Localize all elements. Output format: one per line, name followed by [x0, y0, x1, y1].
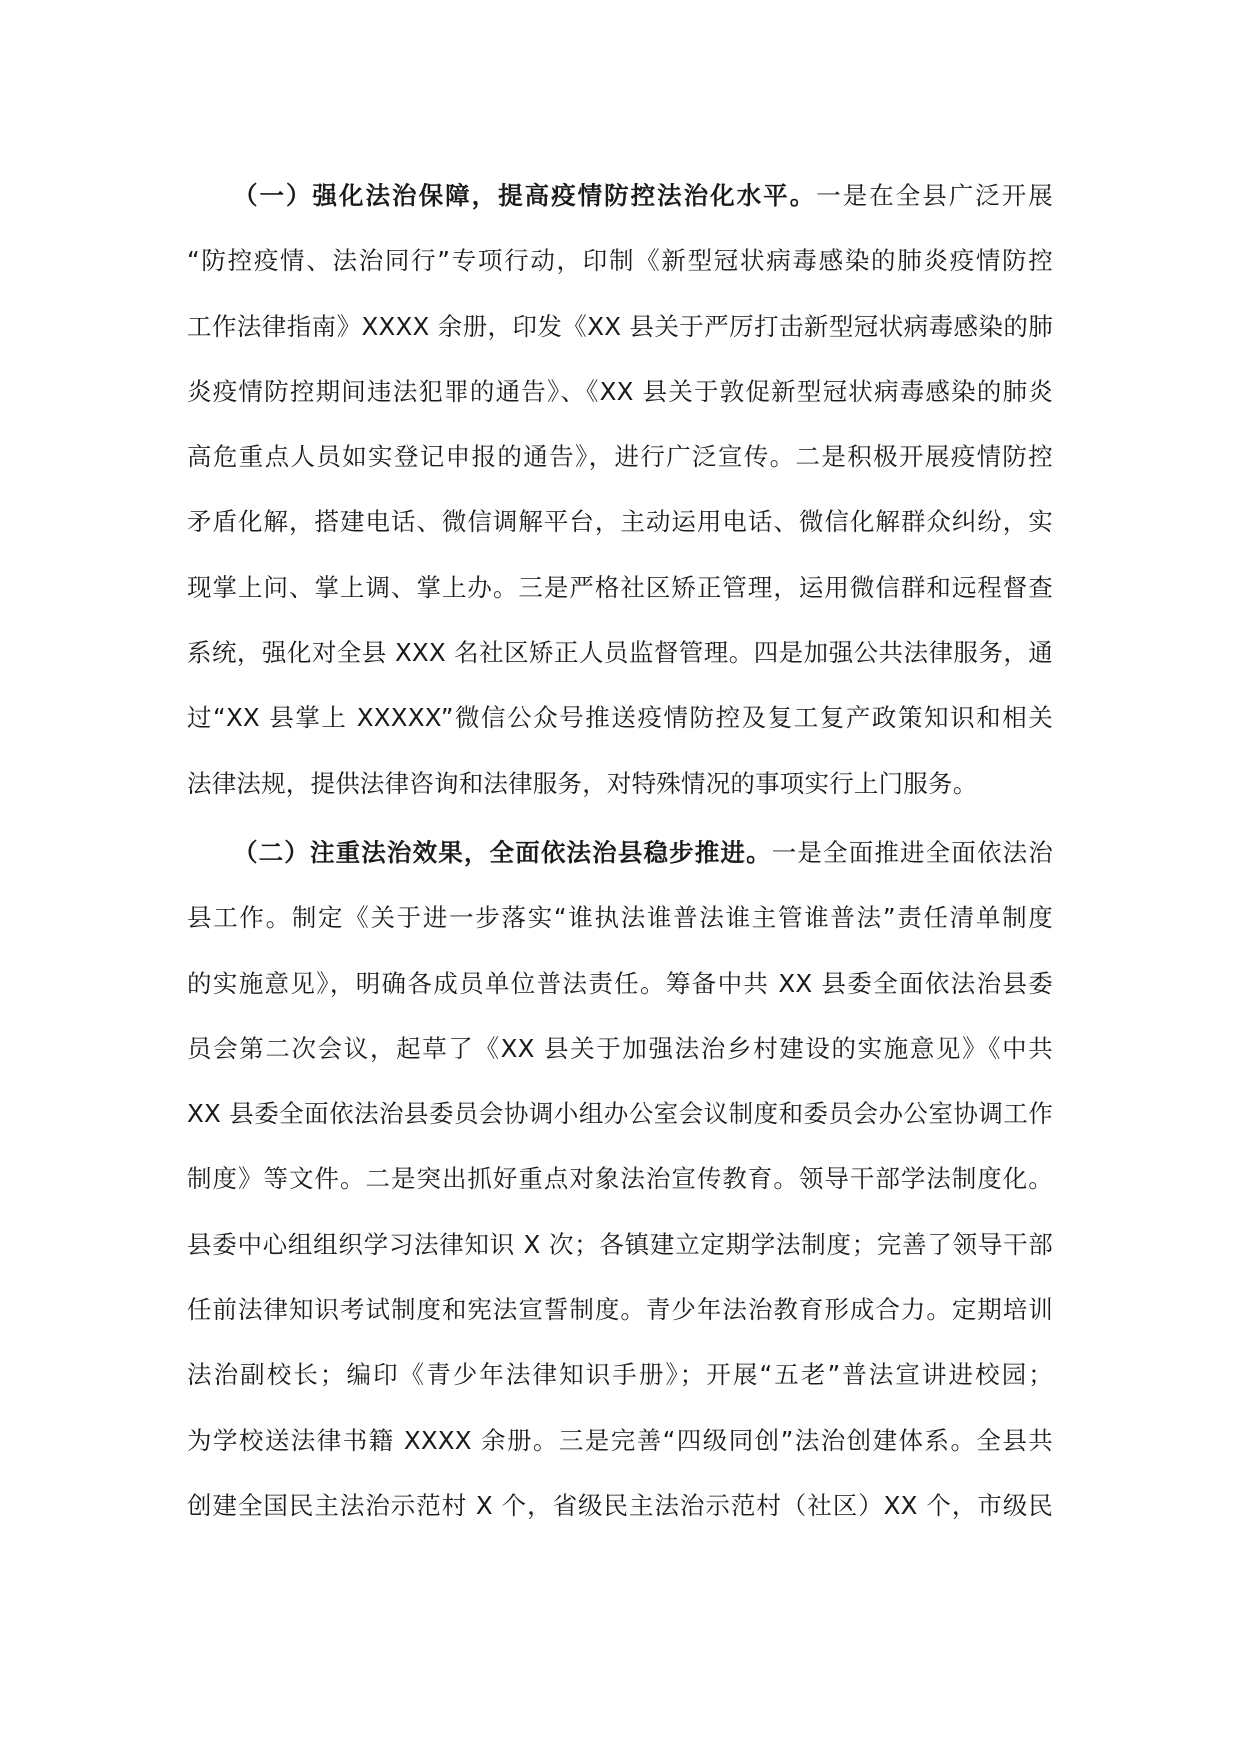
- section-1: [187, 163, 1053, 816]
- document-body: [187, 163, 1053, 1538]
- paragraph-text: 一是在全县广泛开展: [816, 181, 1053, 210]
- paragraph-line: 的实施意见》，明确各成员单位普法责任。筹备中共 XX 县委全面依法治县委: [187, 968, 1053, 998]
- paragraph-line: 任前法律知识考试制度和宪法宣誓制度。青少年法治教育形成合力。定期培训: [187, 1295, 1053, 1325]
- paragraph-line: 员会第二次会议，起草了《XX 县关于加强法治乡村建设的实施意见》《中共: [187, 1033, 1053, 1063]
- paragraph-line: 县工作。制定《关于进一步落实“谁执法谁普法谁主管谁普法”责任清单制度: [187, 903, 1053, 933]
- paragraph-line: 为学校送法律书籍 XXXX 余册。三是完善“四级同创”法治创建体系。全县共: [187, 1425, 1053, 1455]
- paragraph-line: 法治副校长；编印《青少年法律知识手册》；开展“五老”普法宣讲进校园；: [187, 1360, 1053, 1390]
- paragraph-line: [187, 163, 1053, 228]
- paragraph-line: [187, 820, 1053, 885]
- paragraph-line: 创建全国民主法治示范村 X 个，省级民主法治示范村（社区）XX 个，市级民: [187, 1490, 1053, 1520]
- section-heading: （一）强化法治保障，提高疫情防控法治化水平。: [233, 181, 817, 210]
- paragraph-line: 制度》等文件。二是突出抓好重点对象法治宣传教育。领导干部学法制度化。: [187, 1164, 1053, 1194]
- paragraph-line: 矛盾化解，搭建电话、微信调解平台，主动运用电话、微信化解群众纠纷，实: [187, 507, 1053, 537]
- paragraph-line: 现掌上问、掌上调、掌上办。三是严格社区矫正管理，运用微信群和远程督查: [187, 572, 1053, 602]
- paragraph-line: “防控疫情、法治同行”专项行动，印制《新型冠状病毒感染的肺炎疫情防控: [187, 246, 1053, 276]
- paragraph-line: 高危重点人员如实登记申报的通告》，进行广泛宣传。二是积极开展疫情防控: [187, 442, 1053, 472]
- paragraph-line: XX 县委全面依法治县委员会协调小组办公室会议制度和委员会办公室协调工作: [187, 1099, 1053, 1129]
- paragraph-text: 一是全面推进全面依法治: [771, 837, 1053, 867]
- section-2: [187, 820, 1053, 1538]
- paragraph-line: 过“XX 县掌上 XXXXX”微信公众号推送疫情防控及复工复产政策知识和相关: [187, 703, 1053, 733]
- section-heading: （二）注重法治效果，全面依法治县稳步推进。: [233, 837, 772, 867]
- paragraph-line: 炎疫情防控期间违法犯罪的通告》、《XX 县关于敦促新型冠状病毒感染的肺炎: [187, 376, 1053, 406]
- paragraph-line: 系统，强化对全县 XXX 名社区矫正人员监督管理。四是加强公共法律服务，通: [187, 638, 1053, 668]
- paragraph-line: 县委中心组组织学习法律知识 X 次；各镇建立定期学法制度；完善了领导干部: [187, 1229, 1053, 1259]
- paragraph-line: 工作法律指南》XXXX 余册，印发《XX 县关于严厉打击新型冠状病毒感染的肺: [187, 311, 1053, 341]
- paragraph-line: 法律法规，提供法律咨询和法律服务，对特殊情况的事项实行上门服务。: [187, 768, 978, 798]
